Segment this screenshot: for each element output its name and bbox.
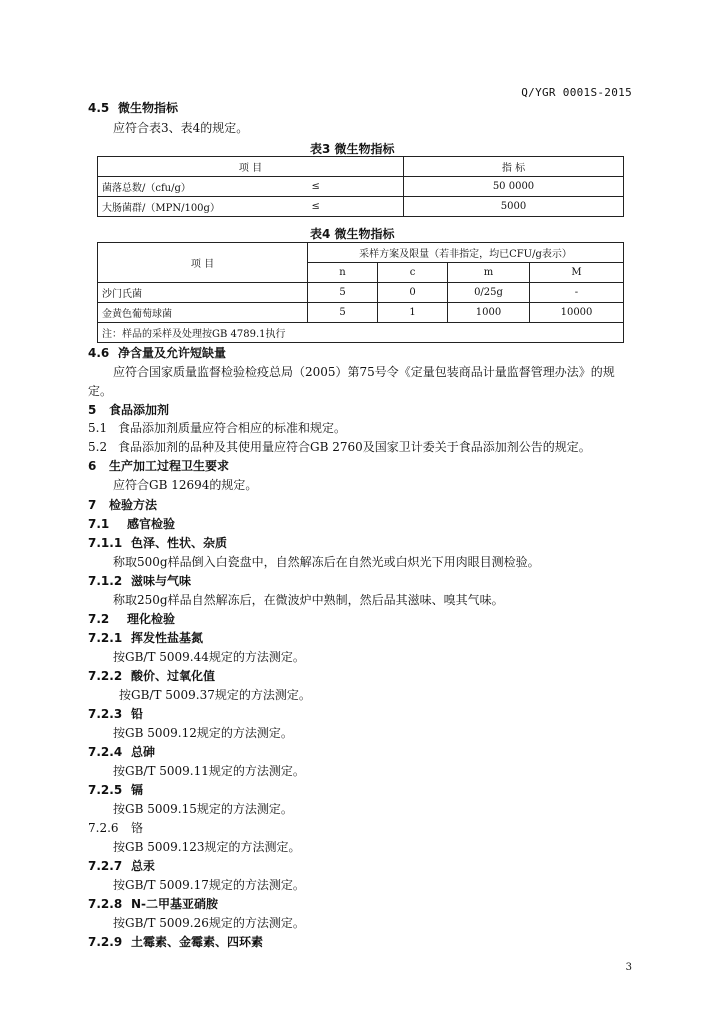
- section-7-1-2-text: 称取250g样品自然解冻后，在微波炉中熟制，然后品其滋味、嗅其气味。: [113, 593, 504, 607]
- section-4-5-heading: 4.5 微生物指标: [88, 101, 179, 115]
- section-7-1-1-heading: 7.1.1 色泽、性状、杂质: [88, 536, 228, 550]
- section-7-2-6-text: 按GB 5009.123规定的方法测定。: [113, 840, 301, 854]
- section-4-6-heading: 4.6 净含量及允许短缺量: [88, 346, 227, 360]
- section-7-2-7-heading: 7.2.7 总汞: [88, 859, 156, 873]
- page-number: 3: [625, 962, 632, 973]
- section-5-2: 5.2 食品添加剂的品种及其使用量应符合GB 2760及国家卫计委关于食品添加剂公告的规定。: [88, 440, 591, 454]
- section-7-2-4-heading: 7.2.4 总砷: [88, 745, 156, 759]
- section-6-heading: 6 生产加工过程卫生要求: [88, 459, 230, 473]
- table-row: 金黄色葡萄球菌 5 1 1000 10000: [98, 303, 624, 323]
- section-7-2-2-text: 按GB/T 5009.37规定的方法测定。: [119, 688, 311, 702]
- section-7-1-2-heading: 7.1.2 滋味与气味: [88, 574, 192, 588]
- section-7-2-7-text: 按GB/T 5009.17规定的方法测定。: [113, 878, 305, 892]
- table4: 项 目 采样方案及限量（若非指定，均已CFU/g表示） n c m M 沙门氏菌 5 0 0/25g - 金黄色葡萄球菌 5 1 1000 10000 注：样品的采样及处理按GB 4789.1执行: [97, 242, 624, 343]
- section-7-2-1-text: 按GB/T 5009.44规定的方法测定。: [113, 650, 305, 664]
- section-6-text: 应符合GB 12694的规定。: [113, 478, 258, 492]
- table4-header-item: 项 目: [98, 243, 308, 283]
- section-7-2-3-heading: 7.2.3 铅: [88, 707, 144, 721]
- section-4-5-text: 应符合表3、表4的规定。: [113, 121, 249, 135]
- table4-note: 注：样品的采样及处理按GB 4789.1执行: [98, 323, 624, 343]
- section-7-2-1-heading: 7.2.1 挥发性盐基氮: [88, 631, 204, 645]
- section-7-2-6-heading: 7.2.6 铬: [88, 821, 144, 835]
- table3: [97, 156, 624, 217]
- section-7-2-3-text: 按GB 5009.12规定的方法测定。: [113, 726, 293, 740]
- section-7-1-heading: 7.1 感官检验: [88, 517, 176, 531]
- section-7-2-2-heading: 7.2.2 酸价、过氧化值: [88, 669, 216, 683]
- section-7-2-5-heading: 7.2.5 镉: [88, 783, 144, 797]
- section-5-heading: 5 食品添加剂: [88, 403, 170, 417]
- standard-code: Q/YGR 0001S-2015: [521, 86, 632, 99]
- table-row: 菌落总数/（cfu/g） ≤ 50 0000: [98, 177, 624, 197]
- section-7-2-4-text: 按GB/T 5009.11规定的方法测定。: [113, 764, 305, 778]
- section-7-1-1-text: 称取500g样品倒入白瓷盘中，自然解冻后在自然光或白炽光下用肉眼目测检验。: [113, 555, 540, 569]
- section-7-2-9-heading: 7.2.9 土霉素、金霉素、四环素: [88, 935, 264, 949]
- table-row: 沙门氏菌 5 0 0/25g -: [98, 283, 624, 303]
- table3-header-item: 项 目: [98, 157, 404, 177]
- section-7-2-8-heading: 7.2.8 N-二甲基亚硝胺: [88, 897, 219, 911]
- section-7-2-5-text: 按GB 5009.15规定的方法测定。: [113, 802, 293, 816]
- section-4-6-text: 应符合国家质量监督检验检疫总局（2005）第75号令《定量包装商品计量监督管理办法》的规: [113, 365, 615, 379]
- section-7-heading: 7 检验方法: [88, 498, 158, 512]
- table3-caption: 表3 微生物指标: [310, 142, 395, 156]
- table4-header-plan: 采样方案及限量（若非指定，均已CFU/g表示）: [308, 243, 624, 263]
- table4-caption: 表4 微生物指标: [310, 227, 395, 241]
- section-4-6-text-cont: 定。: [88, 384, 113, 398]
- section-7-2-8-text: 按GB/T 5009.26规定的方法测定。: [113, 916, 305, 930]
- section-7-2-heading: 7.2 理化检验: [88, 612, 176, 626]
- section-5-1: 5.1 食品添加剂质量应符合相应的标准和规定。: [88, 421, 347, 435]
- table3-header-index: 指 标: [404, 157, 624, 177]
- table-row: 大肠菌群/（MPN/100g） ≤ 5000: [98, 197, 624, 217]
